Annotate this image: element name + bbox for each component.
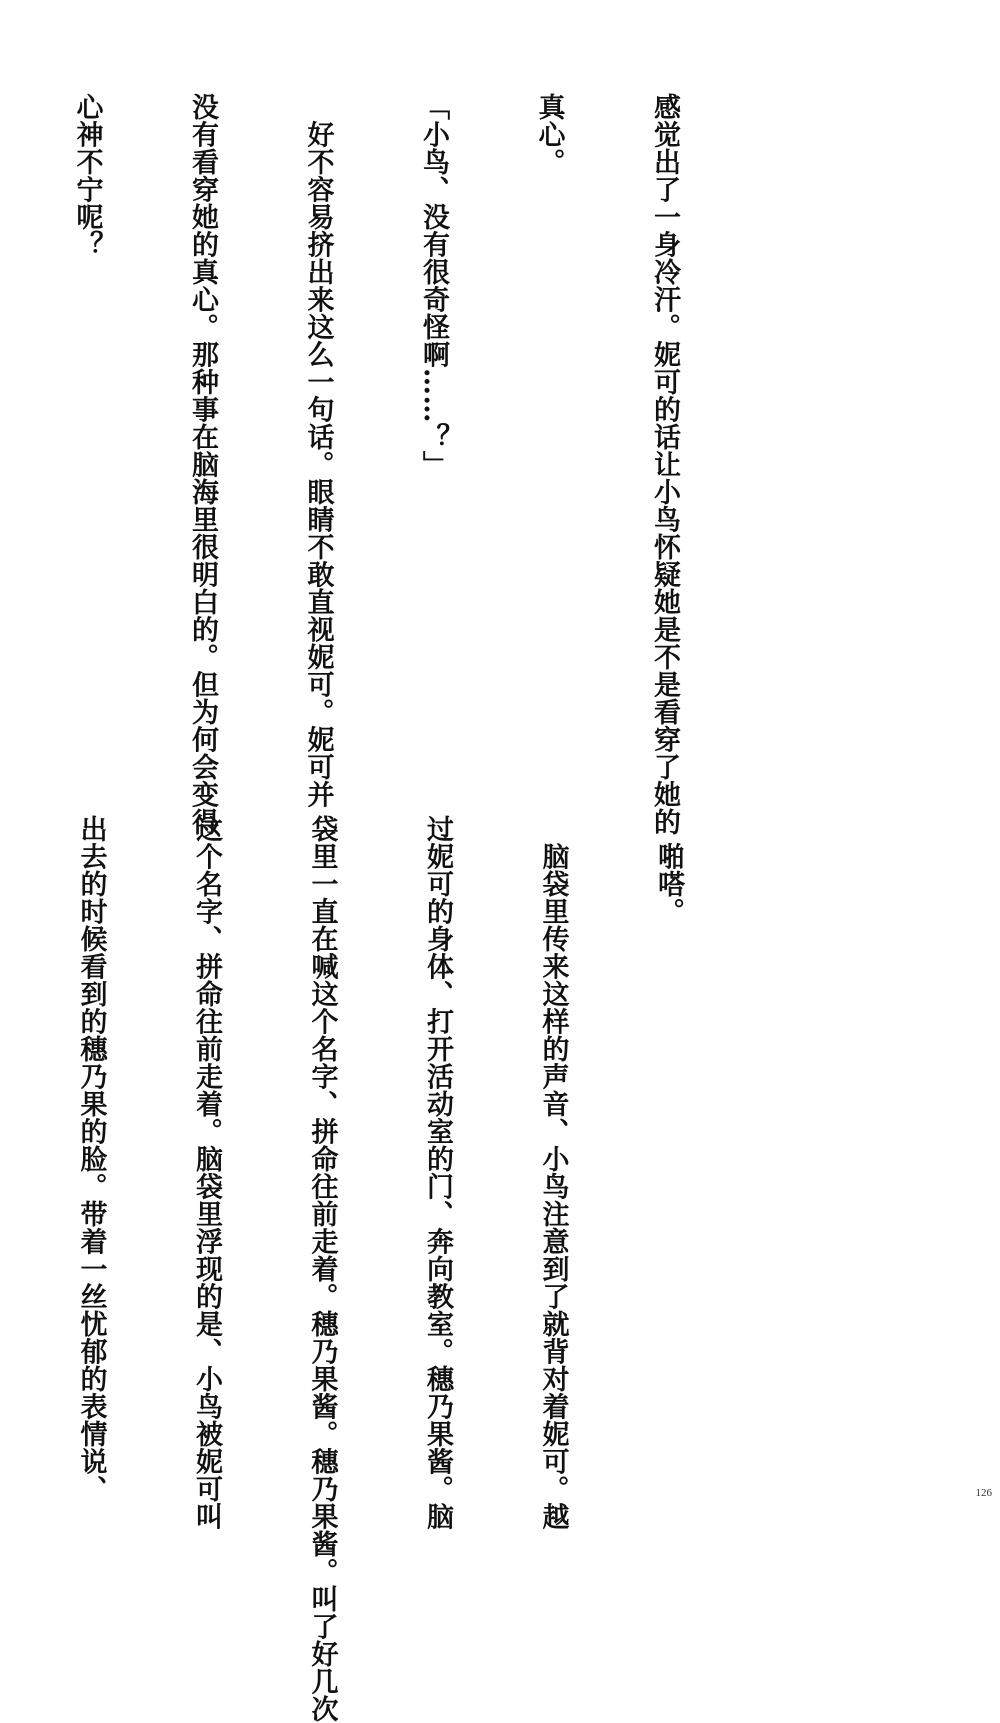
text-line: 心神不宁呢？ bbox=[71, 93, 103, 258]
text-block-upper bbox=[0, 93, 760, 836]
text-line: 这个名字、拼命往前走着。脑袋里浮现的是、小鸟被妮可叫 bbox=[191, 815, 222, 1530]
text-block-lower bbox=[0, 815, 764, 1723]
text-line: 啪嗒。 bbox=[653, 815, 684, 925]
text-line: 过妮可的身体、打开活动室的门、奔向教室。穗乃果酱。脑 bbox=[422, 815, 453, 1530]
page-number: 126 bbox=[975, 1487, 992, 1499]
text-line: 好不容易挤出来这么一句话。眼睛不敢直视妮可。妮可并 bbox=[302, 93, 334, 808]
text-line: 感觉出了一身冷汗。妮可的话让小鸟怀疑她是不是看穿了她的 bbox=[649, 93, 680, 836]
text-line: 袋里一直在喊这个名字、拼命往前走着。穗乃果酱。穗乃果酱。叫了好几次 bbox=[306, 815, 338, 1723]
text-line: 脑袋里传来这样的声音、小鸟注意到了就背对着妮可。越 bbox=[537, 815, 569, 1530]
text-line: 出去的时候看到的穗乃果的脸。带着一丝忧郁的表情说、 bbox=[75, 815, 107, 1503]
text-line: 真心。 bbox=[533, 93, 565, 176]
text-line: 没有看穿她的真心。那种事在脑海里很明白的。但为何会变得 bbox=[187, 93, 218, 836]
text-line: 「小鸟、没有很奇怪啊……？」 bbox=[418, 93, 449, 478]
